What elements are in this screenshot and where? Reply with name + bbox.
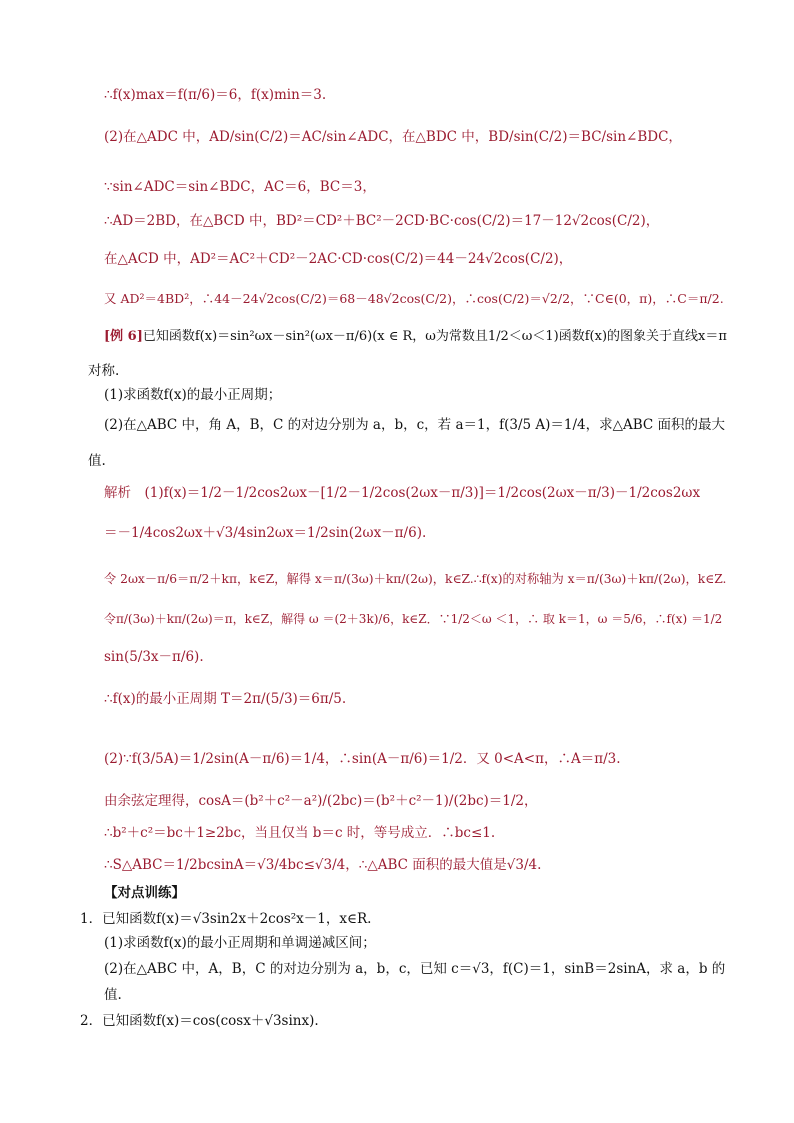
line-result: 又 AD²＝4BD²，∴44－24√2cos(C/2)＝68－48√2cos(C/2)，∴cos(C/2)＝√2/2，∵C∈(0，π)，∴C＝π/2.	[104, 291, 724, 306]
example6-q2-line1: (2)在△ABC 中，角 A，B，C 的对边分别为 a，b，c，若 a＝1，f(3/5 A)＝1/4，求△ABC 面积的最大	[104, 417, 726, 433]
solution-line-1: 解析 (1)f(x)＝1/2－1/2cos2ωx－[1/2－1/2cos(2ωx－π/3)]＝1/2cos(2ωx－π/3)－1/2cos2ωx	[104, 485, 701, 501]
solution-line-5: sin(5/3x－π/6).	[104, 649, 204, 665]
solution-line-8: 由余弦定理得，cosA＝(b²＋c²－a²)/(2bc)＝(b²＋c²－1)/(2bc)＝1/2，	[104, 793, 538, 809]
example6-statement	[104, 328, 727, 346]
solution-line-4: 令π/(3ω)＋kπ/(2ω)＝π，k∈Z，解得 ω ＝(2＋3k)/6，k∈Z．∵1/2＜ω ＜1，∴ 取 k＝1，ω ＝5/6，∴f(x) ＝1/2	[104, 612, 723, 626]
line-law-of-sines: (2)在△ADC 中，AD/sin(C/2)＝AC/sin∠ADC，在△BDC 中，BD/sin(C/2)＝BC/sin∠BDC，	[104, 129, 682, 145]
practice-1: 1．已知函数f(x)＝√3sin2x＋2cos²x－1，x∈R.	[80, 911, 372, 927]
line-sin-equal: ∵sin∠ADC＝sin∠BDC，AC＝6，BC＝3，	[104, 179, 376, 195]
practice-heading: 【对点训练】	[104, 885, 185, 901]
practice-1-q1: (1)求函数f(x)的最小正周期和单调递减区间；	[104, 935, 376, 951]
example6-statement-1: 已知函数f(x)＝sin²ωx－sin²(ωx－π/6)(x ∈ R，ω为常数且1/2＜ω＜1)函数f(x)的图象关于直线x＝π	[142, 329, 727, 344]
solution-line-3: 令 2ωx－π/6＝π/2＋kπ，k∈Z，解得 x＝π/(3ω)＋kπ/(2ω)，k∈Z.∴f(x)的对称轴为 x＝π/(3ω)＋kπ/(2ω)，k∈Z.	[104, 572, 727, 586]
practice-1-q2-line1: (2)在△ABC 中，A，B，C 的对边分别为 a，b，c，已知 c＝√3，f(C)＝1，sinB＝2sinA，求 a，b 的	[104, 961, 726, 977]
solution-line-2: ＝－1/4cos2ωx＋√3/4sin2ωx＝1/2sin(2ωx－π/6).	[104, 525, 427, 541]
example6-statement-2: 对称.	[88, 363, 120, 379]
practice-2: 2．已知函数f(x)＝cos(cosx＋√3sinx).	[80, 1013, 319, 1029]
solution-line-10: ∴S△ABC＝1/2bcsinA＝√3/4bc≤√3/4，∴△ABC 面积的最大值是√3/4.	[104, 857, 542, 873]
example-label: [例 6]	[104, 329, 143, 344]
solution-line-6: ∴f(x)的最小正周期 T＝2π/(5/3)＝6π/5.	[104, 691, 347, 707]
solution-line-7: (2)∵f(3/5A)＝1/2sin(A－π/6)＝1/4，∴sin(A－π/6)＝1/2．又 0<A<π，∴A＝π/3.	[104, 751, 621, 767]
example6-q1: (1)求函数f(x)的最小正周期；	[104, 387, 282, 403]
line-bcd: ∴AD＝2BD，在△BCD 中，BD²＝CD²＋BC²－2CD·BC·cos(C/2)＝17－12√2cos(C/2)，	[104, 213, 660, 229]
line-fmax: ∴f(x)max＝f(π/6)＝6，f(x)min＝3.	[104, 87, 327, 103]
example6-q2-line2: 值.	[88, 453, 106, 469]
line-acd: 在△ACD 中，AD²＝AC²＋CD²－2AC·CD·cos(C/2)＝44－24√2cos(C/2)，	[104, 251, 573, 267]
practice-1-q2-line2: 值.	[104, 987, 122, 1003]
solution-line-9: ∴b²＋c²＝bc＋1≥2bc，当且仅当 b＝c 时，等号成立．∴bc≤1.	[104, 825, 496, 841]
